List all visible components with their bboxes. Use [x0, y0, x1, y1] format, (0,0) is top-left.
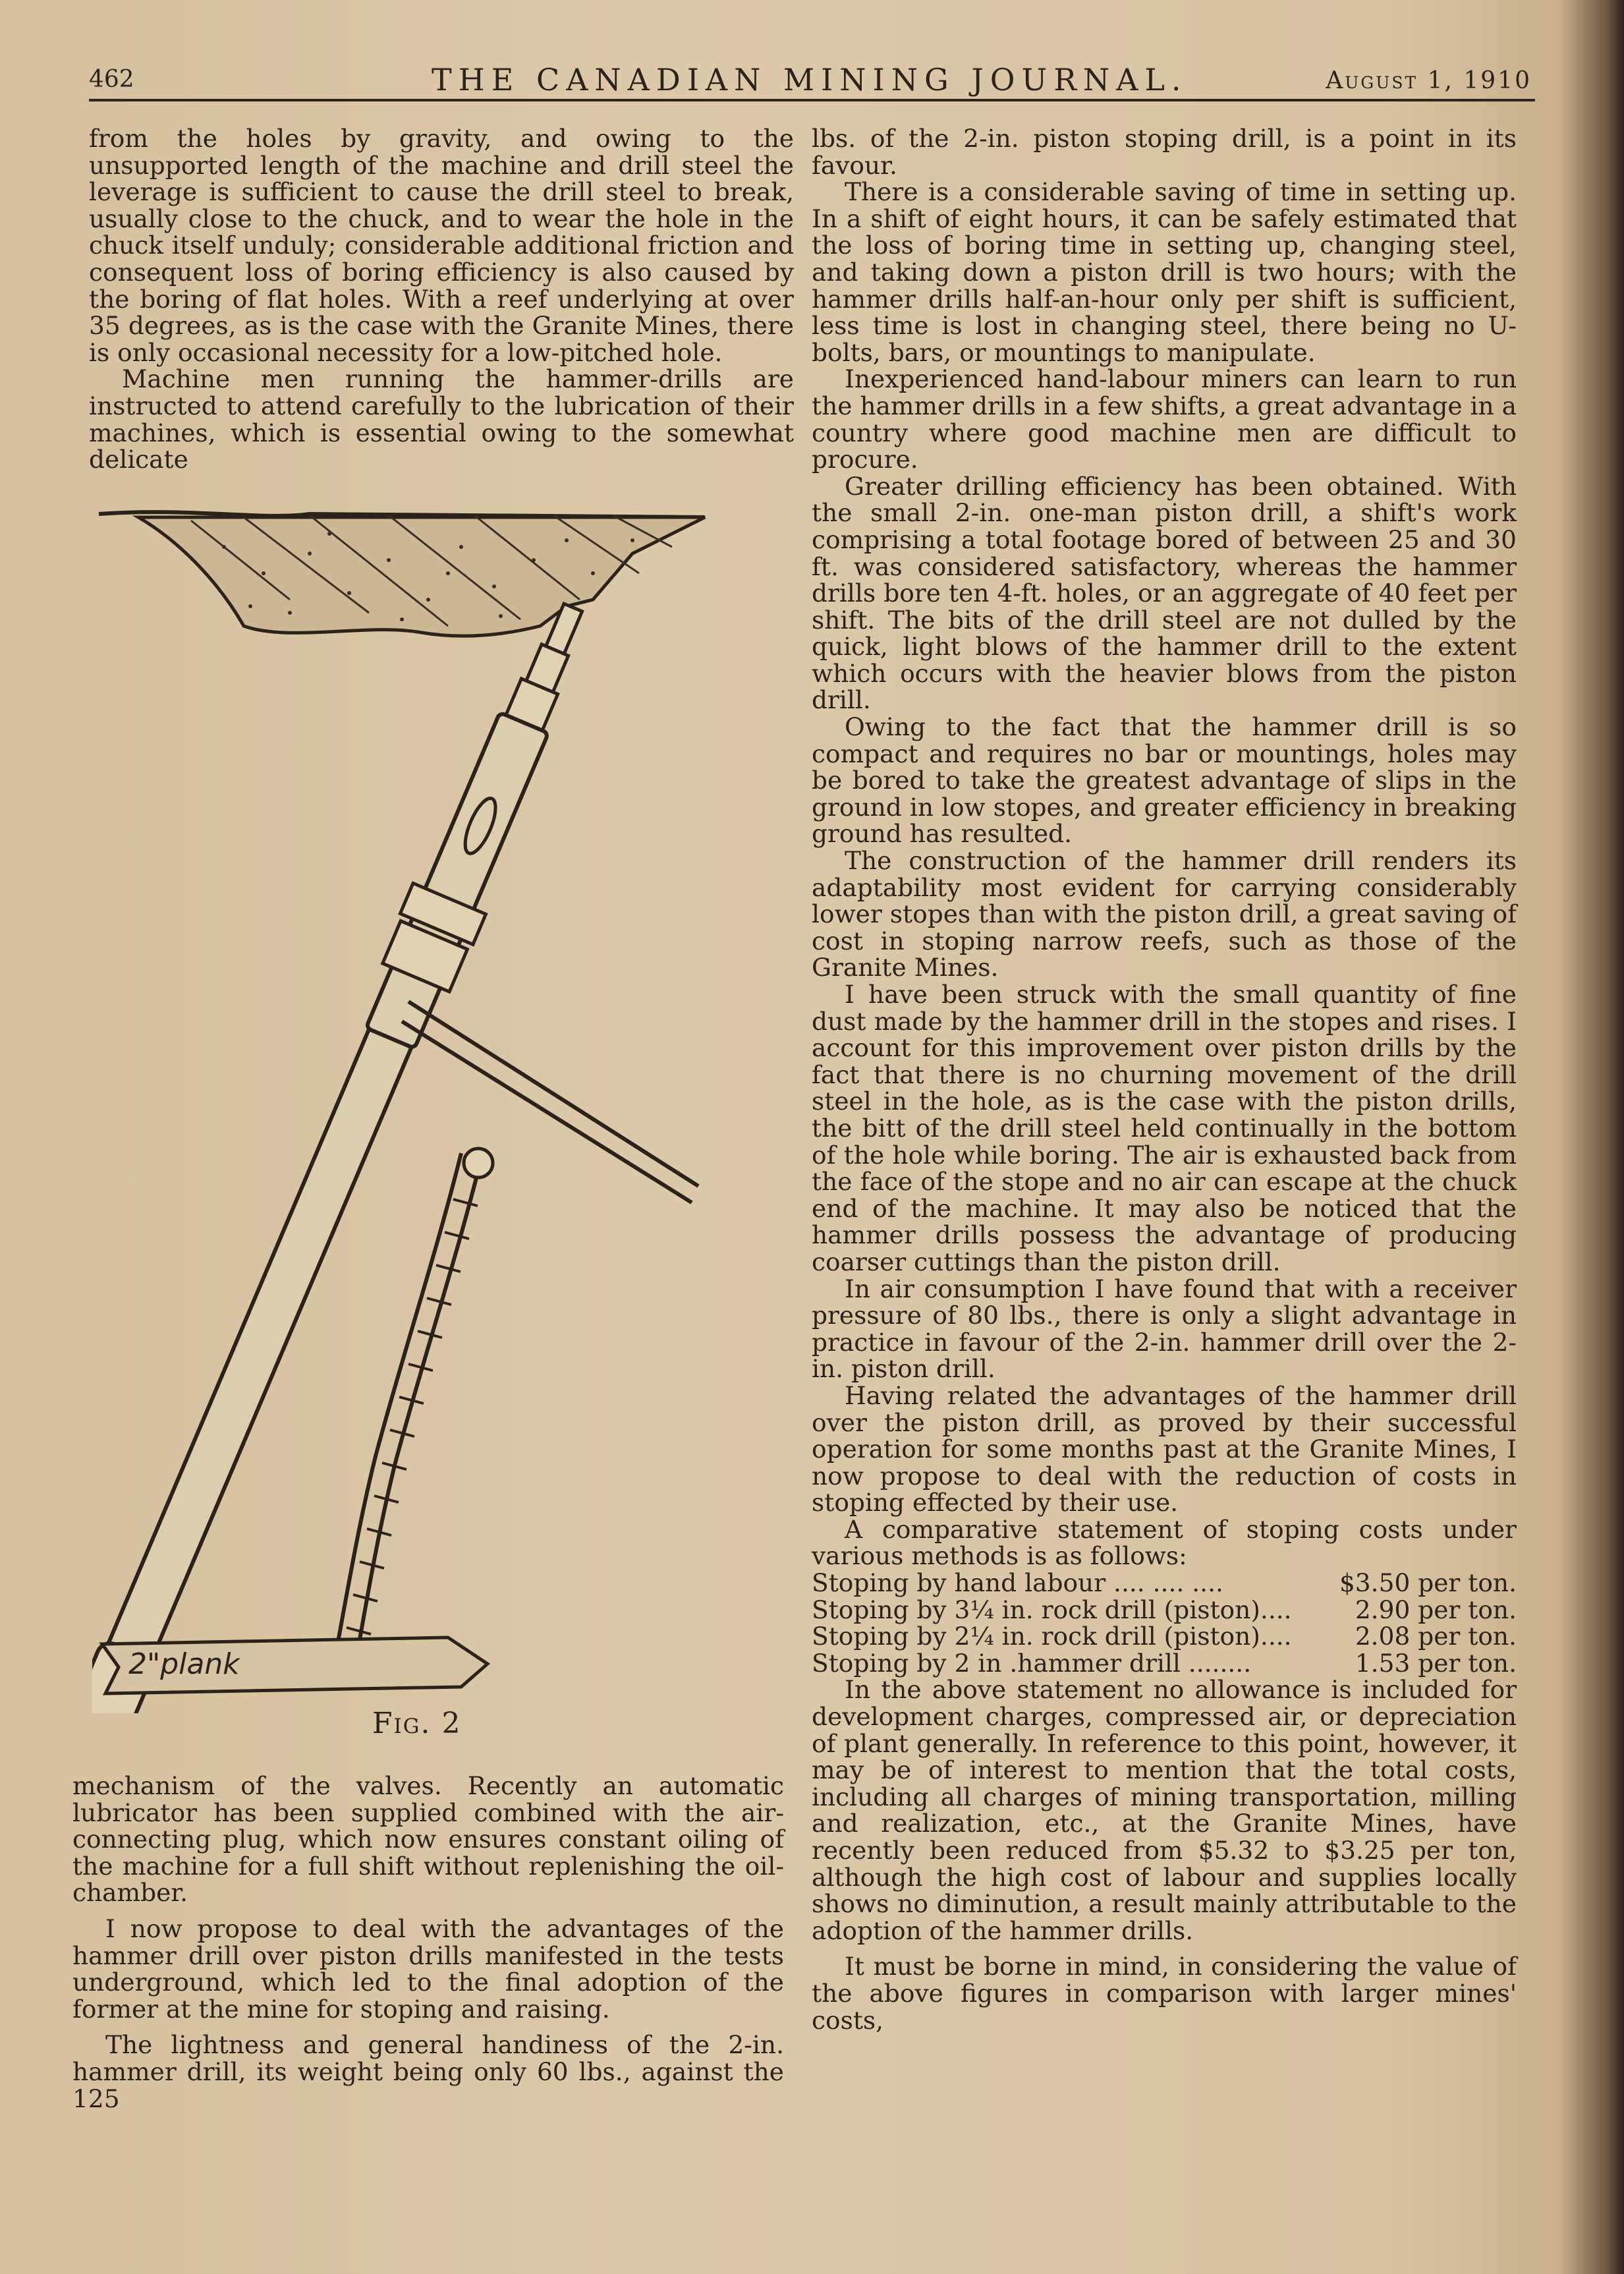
- cost-row: [812, 1650, 1517, 1677]
- paragraph: Owing to the fact that the hammer drill is so compact and requires no bar or mountings, holes may be bored to take the greatest advantage of slips in the ground in low stopes, and greater efficiency in breaking ground has resulted.: [812, 712, 1517, 849]
- issue-date: August 1, 1910: [1326, 67, 1532, 94]
- plank-label: 2"plank: [128, 1647, 240, 1681]
- paragraph: Machine men running the hammer-drills are instructed to attend carefully to the lubrication of their machines, which is essential owing to the somewhat delicate: [89, 364, 794, 474]
- paragraph: In air consumption I have found that with a receiver pressure of 80 lbs., there is only a slight advantage in practice in favour of the 2-in. hammer drill over the 2-in. piston drill.: [812, 1274, 1517, 1384]
- cost-amount: 2.90 per ton.: [1355, 1595, 1517, 1624]
- paragraph: The lightness and general handiness of the 2-in. hammer drill, its weight being only 60 lbs., against the 125: [72, 2030, 784, 2113]
- cost-row: [812, 1623, 1517, 1650]
- cost-row: [812, 1570, 1517, 1597]
- cost-method: Stoping by 2¼ in. rock drill (piston)....: [812, 1622, 1292, 1651]
- cost-row: [812, 1597, 1517, 1624]
- paragraph: I now propose to deal with the advantages of the hammer drill over piston drills manifested in the tests underground, which led to the final adoption of the former at the mine for stoping and raising.: [72, 1914, 784, 2024]
- left-column-top: [89, 125, 794, 473]
- paragraph: lbs. of the 2-in. piston stoping drill, is a point in its favour.: [812, 124, 1517, 180]
- paragraph: mechanism of the valves. Recently an automatic lubricator has been supplied combined with the air-connecting plug, which now ensures constant oiling of the machine for a full shift without replenishing the oil-chamber.: [72, 1771, 784, 1908]
- cost-method: Stoping by 2 in .hammer drill ........: [812, 1648, 1252, 1678]
- paragraph: from the holes by gravity, and owing to the unsupported length of the machine and drill steel the leverage is sufficient to cause the drill steel to break, usually close to the chuck, and to wear the hole in the chuck itself unduly; considerable additional friction and consequent loss of boring efficiency is also caused by the boring of flat holes. With a reef underlying at over 35 degrees, as is the case with the Granite Mines, there is only occasional necessity for a low-pitched hole.: [89, 124, 794, 367]
- cost-method: Stoping by hand labour .... .... ....: [812, 1568, 1223, 1598]
- cost-amount: 1.53 per ton.: [1355, 1648, 1517, 1678]
- paragraph: Greater drilling efficiency has been obtained. With the small 2-in. one-man piston drill, a shift's work comprising a total footage bored of between 25 and 30 ft. was considered satisfactory, whereas the hammer drills bore ten 4-ft. holes, or an aggregate of 40 feet per shift. The bits of the drill steel are not dulled by the quick, light blows of the hammer drill to the extent which occurs with the heavier blows from the piston drill.: [812, 471, 1517, 715]
- paragraph: Having related the advantages of the hammer drill over the piston drill, as proved by their successful operation for some months past at the Granite Mines, I now propose to deal with the reduction of costs in stoping effected by their use.: [812, 1380, 1517, 1518]
- right-column: [812, 125, 1517, 2033]
- journal-title: THE CANADIAN MINING JOURNAL.: [432, 62, 1188, 98]
- figure-caption: Fig. 2: [372, 1707, 462, 1740]
- cost-table: [812, 1570, 1517, 1676]
- paragraph: The construction of the hammer drill renders its adaptability most evident for carrying considerably lower stopes than with the piston drill, a great saving of cost in stoping narrow reefs, such as those of the Granite Mines.: [812, 846, 1517, 982]
- paragraph: There is a considerable saving of time in setting up. In a shift of eight hours, it can be safely estimated that the loss of boring time in setting up, changing steel, and taking down a piston drill is two hours; with the hammer drills half-an-hour only per shift is sufficient, less time is lost in changing steel, there being no U-bolts, bars, or mountings to manipulate.: [812, 177, 1517, 367]
- cost-method: Stoping by 3¼ in. rock drill (piston)....: [812, 1595, 1292, 1624]
- paragraph: A comparative statement of stoping costs under various methods is as follows:: [812, 1514, 1517, 1571]
- paragraph: It must be borne in mind, in considering the value of the above figures in comparison with larger mines' costs,: [812, 1952, 1517, 2035]
- page-number: 462: [89, 66, 134, 93]
- hammer-drill-drawing: [92, 501, 777, 1713]
- left-column-bottom: [72, 1773, 784, 2112]
- paragraph: In the above statement no allowance is included for development charges, compressed air, or depreciation of plant generally. In reference to this point, however, it may be of interest to mention that the total costs, including all charges of mining transportation, milling and realization, etc., at the Granite Mines, have recently been reduced from $5.32 to $3.25 per ton, although the high cost of labour and supplies locally shows no diminution, a result mainly attributable to the adoption of the hammer drills.: [812, 1675, 1517, 1945]
- page-header: [89, 61, 1532, 100]
- paragraph: Inexperienced hand-labour miners can learn to run the hammer drills in a few shifts, a great advantage in a country where good machine men are difficult to procure.: [812, 364, 1517, 474]
- paragraph: I have been struck with the small quantity of fine dust made by the hammer drill in the stopes and rises. I account for this improvement over piston drills by the fact that there is no churning movement of the drill steel in the hole, as is the case with the piston drills, the bitt of the drill steel held continually in the bottom of the hole while boring. The air is exhausted back from the face of the stope and no air can escape at the chuck end of the machine. It may also be noticed that the hammer drills possess the advantage of producing coarser cuttings than the piston drill.: [812, 980, 1517, 1276]
- cost-amount: $3.50 per ton.: [1339, 1568, 1517, 1598]
- header-rule: [89, 99, 1535, 101]
- cost-amount: 2.08 per ton.: [1355, 1622, 1517, 1651]
- figure-2-drill-illustration: [92, 501, 777, 1713]
